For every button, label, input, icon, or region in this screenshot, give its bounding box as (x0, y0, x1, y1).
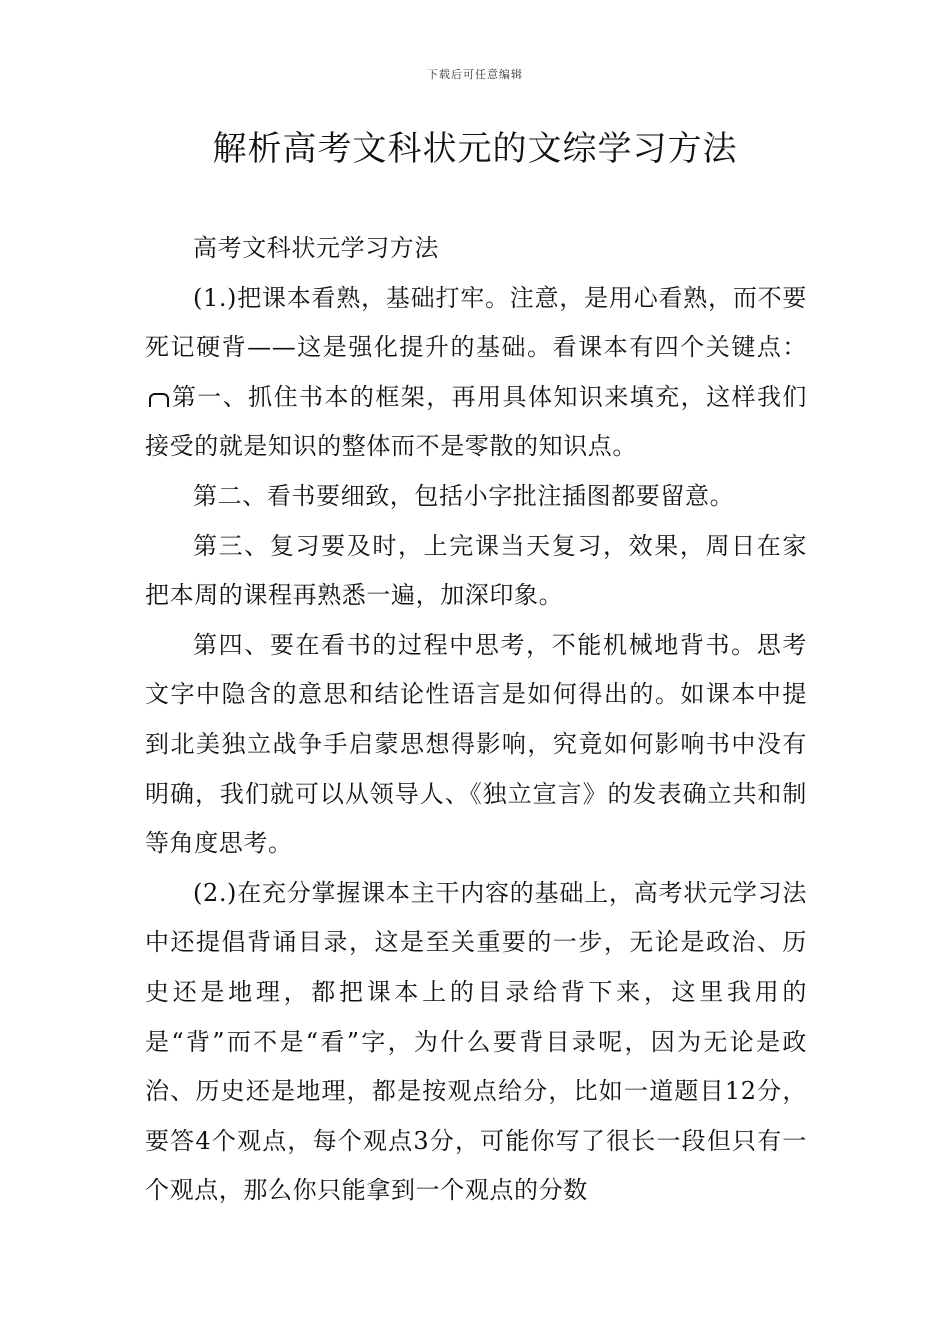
paragraph-point-1 (145, 274, 807, 472)
document-body (145, 224, 807, 1216)
paragraph-point-2: (2.)在充分掌握课本主干内容的基础上，高考状元学习法中还提倡背诵目录，这是至关重要的一步，无论是政治、历史还是地理，都把课本上的目录给背下来，这里我用的是“背”而不是“看”字，为什么要背目录呢，因为无论是政治、历史还是地理，都是按观点给分，比如一道题目12分，要答4个观点，每个观点3分，可能你写了很长一段但只有一个观点，那么你只能拿到一个观点的分数 (145, 878, 807, 1205)
paragraph-key-third: 第三、复习要及时，上完课当天复习，效果，周日在家把本周的课程再熟悉一遍，加深印象。 (145, 531, 807, 610)
document-title: 解析高考文科状元的文综学习方法 (212, 129, 738, 169)
text-cursor-mark-icon (149, 393, 169, 407)
paragraph-point-1-text: (1.)把课本看熟，基础打牢。注意，是用心看熟，而不要死记硬背——这是强化提升的基础。看课本有四个关键点： (145, 283, 807, 362)
paragraph-key-fourth: 第四、要在看书的过程中思考，不能机械地背书。思考文字中隐含的意思和结论性语言是如何得出的。如课本中提到北美独立战争手启蒙思想得影响，究竟如何影响书中没有明确，我们就可以从领导人、《独立宣言》的发表确立共和制等角度思考。 (145, 630, 807, 858)
paragraph-subtitle: 高考文科状元学习方法 (193, 234, 439, 262)
paragraph-key-first-text: 第一、抓住书本的框架，再用具体知识来填充，这样我们接受的就是知识的整体而不是零散的知识点。 (145, 382, 807, 461)
header-note: 下载后可任意编辑 (427, 68, 523, 81)
paragraph-key-second: 第二、看书要细致，包括小字批注插图都要留意。 (193, 481, 735, 510)
